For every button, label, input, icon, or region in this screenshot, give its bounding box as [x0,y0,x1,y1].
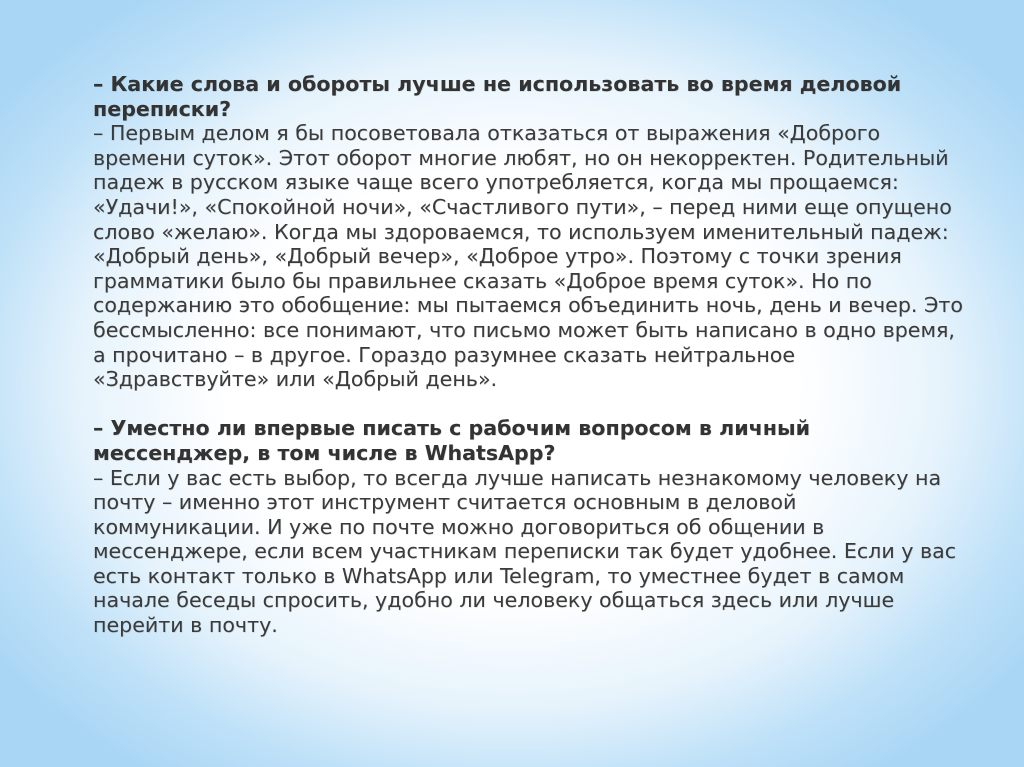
question-2: – Уместно ли впервые писать с рабочим вопросом в личный мессенджер, в том числе в WhatsApp? [93,416,811,465]
answer-1: – Первым делом я бы посоветовала отказаться от выражения «Доброго времени суток». Этот оборот многие любят, но он некорректен. Родительный падеж в русском языке чаще всего употребляется, когда мы прощаемся: «Удачи!», «Спокойной ночи», «Счастливого пути», – перед ними еще опущено слово «желаю». Когда мы здороваемся, то используем именительный падеж: «Добрый день», «Добрый вечер», «Доброе утро». Поэтому с точки зрения грамматики было бы правильнее сказать «Доброе время суток». Но по содержанию это обобщение: мы пытаемся объединить ночь, день и вечер. Это бессмысленно: все понимают, что письмо может быть написано в одно время, а прочитано – в другое. Гораздо разумнее сказать нейтральное «Здравствуйте» или «Добрый день». [93,121,963,392]
slide-text-body [93,72,963,638]
answer-2: – Если у вас есть выбор, то всегда лучше написать незнакомому человеку на почту – именно этот инструмент считается основным в деловой коммуникации. И уже по почте можно договориться об общении в мессенджере, если всем участникам переписки так будет удобнее. Если у вас есть контакт только в WhatsApp или Telegram, то уместнее будет в самом начале беседы спросить, удобно ли человеку общаться здесь или лучше перейти в почту. [93,465,957,638]
qa-block-2 [93,416,963,637]
question-1: – Какие слова и обороты лучше не использовать во время деловой переписки? [93,72,902,121]
qa-block-1 [93,72,963,392]
